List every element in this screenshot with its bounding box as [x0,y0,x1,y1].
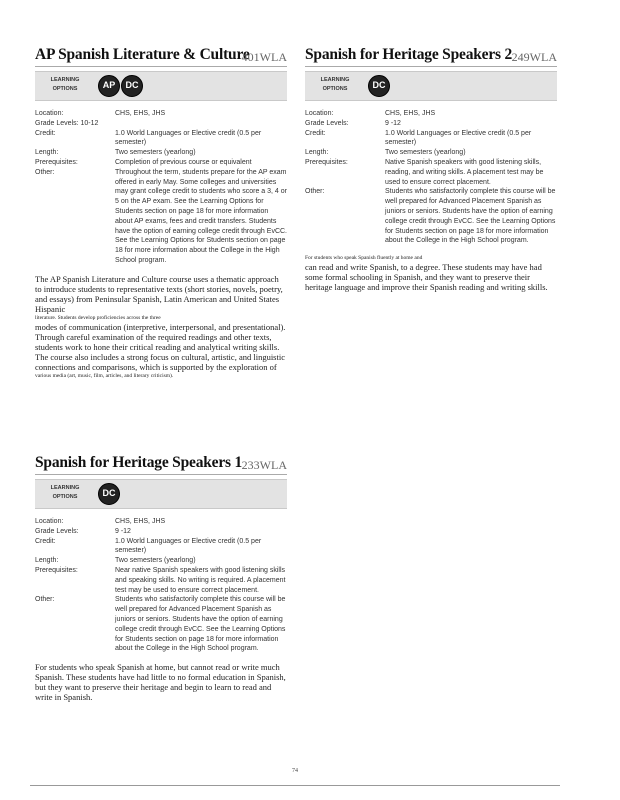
detail-label: Credit: [35,129,56,137]
detail-value: Two semesters (yearlong) [115,557,196,565]
detail-label: Credit: [35,537,56,545]
dc-icon: DC [98,483,120,505]
course-description: For students who speak Spanish fluently at home and can read and write Spanish, to a degree. These students may have had some formal schooling in Spanish, and they want to preserve their heritage language and improve their Spanish reading and writing skills. [305,255,548,293]
detail-label: Location: [35,110,64,117]
detail-label: Location: [35,518,64,525]
learning-options-box [305,71,557,101]
course-title: Spanish for Heritage Speakers 1 [35,454,243,471]
course-ap-spanish [35,40,287,380]
detail-value: Throughout the term, students prepare for the AP exam offered in early May. Some colleges and universities may grant college credit to students who score a 3, 4 or 5 on the AP exam. See the Learning Options for Students section on page 18 for more information about AP exams, fees and credit transfers. Students have the option of earning college credit through EvCC. See the Learning Options for Students section on page 18 for more information about the College in the High School program. [115,168,287,264]
detail-value: Completion of previous course or equivalent [115,158,252,166]
detail-value: 9 -12 [385,119,401,127]
detail-value: Two semesters (yearlong) [385,149,466,157]
dc-icon: DC [368,75,390,97]
detail-label: Prerequisites: [35,566,78,574]
page-number: 74 [292,768,298,774]
learning-options-label: LEARNING OPTIONS [50,485,80,500]
detail-label: Length: [35,149,59,157]
detail-value: Students who satisfactorily complete this course will be well prepared for Advanced Placement Spanish as juniors or seniors. Students have the option of earning college credit through EvCC. See the Learning Options for Students section on page 18 for more information about the College in the High School program. [385,188,556,245]
course-code: 401WLA [241,50,287,64]
course-details [305,109,557,246]
course-heritage-1 [35,448,287,702]
course-title: Spanish for Heritage Speakers 2 [305,46,513,63]
detail-label: Grade Levels: 10-12 [35,119,99,127]
footer-divider [30,785,560,786]
course-header [305,40,557,67]
detail-label: Grade Levels: [35,527,79,535]
detail-value: Students who satisfactorily complete this course will be well prepared for Advanced Placement Spanish as juniors or seniors. Students have the option of earning college credit through EvCC. See the Learning Options for Students section on page 18 for more information about the College in the High School program. [115,596,286,653]
dc-icon: DC [121,75,143,97]
detail-value: 1.0 World Languages or Elective credit (0.5 per semester) [115,129,262,147]
detail-label: Length: [305,149,329,157]
detail-label: Length: [35,557,59,565]
ap-icon: AP [98,75,120,97]
detail-value: 1.0 World Languages or Elective credit (0.5 per semester) [115,537,262,555]
learning-options-box [35,71,287,101]
detail-value: CHS, EHS, JHS [385,110,436,117]
detail-label: Other: [35,168,55,176]
learning-options-box [35,479,287,509]
course-code: 249WLA [511,50,557,64]
detail-value: Native Spanish speakers with good listening skills, reading, and writing skills. A placement test may be used to ensure correct placement. [385,158,544,186]
detail-value: Two semesters (yearlong) [115,149,196,157]
course-details [35,517,287,654]
course-code: 233WLA [241,458,287,472]
course-description: For students who speak Spanish at home, but cannot read or write much Spanish. These students have had little to no formal education in Spanish, but they want to preserve their heritage and begin to learn to read and write in Spanish. [35,662,286,703]
detail-label: Other: [35,596,55,604]
course-heritage-2 [305,40,557,292]
detail-label: Credit: [305,129,326,137]
detail-label: Prerequisites: [35,158,78,166]
course-title: AP Spanish Literature & Culture [35,46,250,63]
course-header [35,40,287,67]
course-description: The AP Spanish Literature and Culture course uses a thematic approach to introduce students to representative texts (short stories, novels, poetry, and essays) from Peninsular Spanish, Latin American and United States Hispanic literature. Students develop proficiencies across the three modes of communication (interpretive, interpersonal, and presentational). Through careful examination of the required readings and other texts, students work to hone their critical reading and analytical writing skills. The course also includes a strong focus on cultural, artistic, and linguistic connections and comparisons, which is supported by the exploration of various media (art, music, film, articles, and literary criticism). [35,273,286,379]
detail-value: CHS, EHS, JHS [115,110,166,117]
detail-value: Near native Spanish speakers with good listening skills and speaking skills. No writing is required. A placement test may be used to ensure correct placement. [115,566,286,594]
course-details [35,109,287,266]
detail-label: Other: [305,188,325,196]
learning-options-label: LEARNING OPTIONS [50,77,80,92]
detail-value: 9 -12 [115,527,131,535]
detail-value: CHS, EHS, JHS [115,518,166,525]
detail-label: Location: [305,110,334,117]
course-header [35,448,287,475]
learning-options-label: LEARNING OPTIONS [320,77,350,92]
detail-label: Prerequisites: [305,158,348,166]
detail-label: Grade Levels: [305,119,349,127]
detail-value: 1.0 World Languages or Elective credit (0.5 per semester) [385,129,532,147]
